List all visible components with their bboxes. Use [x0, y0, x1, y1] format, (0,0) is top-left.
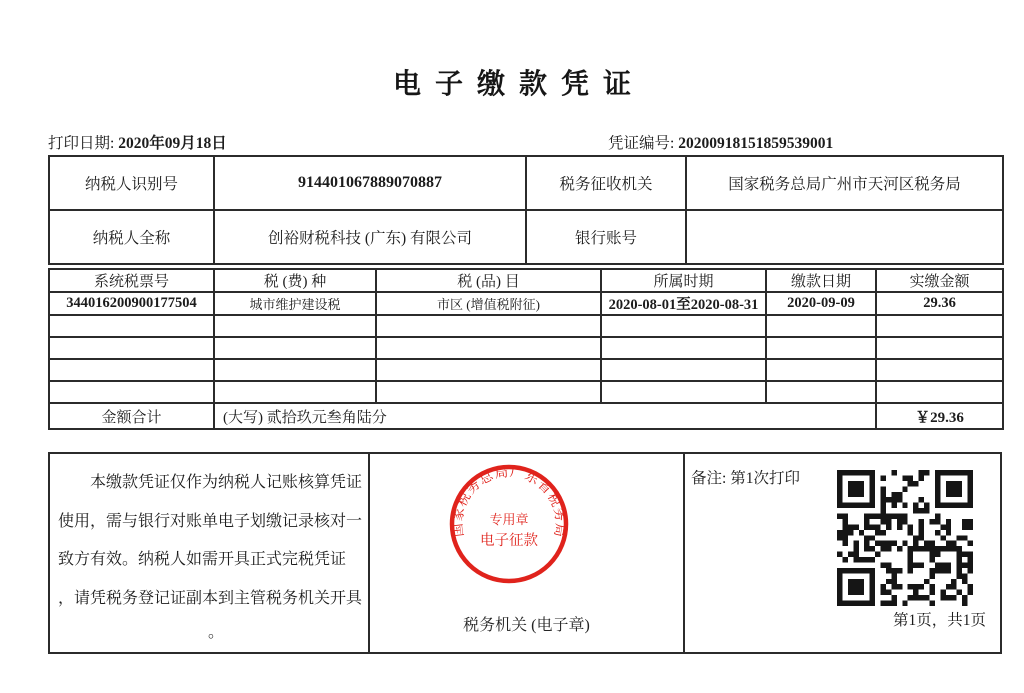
detail-cell: [601, 381, 766, 403]
table-row: [49, 210, 1003, 264]
detail-cell: [876, 381, 1003, 403]
voucher-number-label: 凭证编号:: [608, 135, 679, 152]
taxpayer-id-label: 纳税人识别号: [49, 156, 214, 210]
detail-cell: [376, 359, 601, 381]
detail-cell: 2020-08-01至2020-08-31: [601, 292, 766, 315]
detail-cell: [876, 315, 1003, 337]
header-paid-amount: 实缴金额: [876, 269, 1003, 292]
detail-header-row: [49, 269, 1003, 292]
voucher-number: [608, 131, 837, 157]
stamp-center-line2: 电子征款: [480, 533, 538, 549]
note-line: 致方有效。纳税人如需开具正式完税凭证: [58, 551, 347, 568]
detail-cell: [214, 381, 376, 403]
detail-cell: [214, 337, 376, 359]
detail-cell: 29.36: [876, 292, 1003, 315]
taxpayer-name-label: 纳税人全称: [49, 210, 214, 264]
note-line: 使用，需与银行对账单电子划缴记录核对一: [58, 512, 363, 530]
print-date-value: 2020年09月18日: [118, 135, 227, 152]
detail-cell: 344016200900177504: [49, 292, 214, 315]
header-tax-type: 税 (费) 种: [214, 269, 376, 292]
taxpayer-id-value: 914401067889070887: [214, 156, 526, 210]
tax-authority-value: 国家税务总局广州市天河区税务局: [686, 156, 1003, 210]
svg-text:国家税务总局广东省税务局: [450, 464, 569, 539]
detail-cell: [766, 381, 876, 403]
detail-cell: [49, 337, 214, 359]
header-tax-ticket-no: 系统税票号: [49, 269, 214, 292]
print-date-label: 打印日期:: [48, 135, 119, 152]
header-payment-date: 缴款日期: [766, 269, 876, 292]
taxpayer-info-table: [48, 155, 1004, 265]
remark-label: 备注:: [691, 470, 731, 487]
remark-value: 第1次打印: [730, 470, 800, 487]
detail-cell: 2020-09-09: [766, 292, 876, 315]
detail-cell: [49, 315, 214, 337]
detail-cell: [49, 381, 214, 403]
detail-cell: [214, 359, 376, 381]
print-date: [48, 131, 231, 157]
official-seal-icon: [447, 462, 571, 586]
detail-cell: [766, 359, 876, 381]
stamp-cell: [370, 454, 685, 652]
detail-cell: [376, 337, 601, 359]
table-row: [49, 292, 1003, 315]
voucher-number-value: 20200918151859539001: [678, 135, 834, 152]
note-line: ，请凭税务登记证副本到主管税务机关开具: [58, 589, 363, 607]
table-row: [49, 156, 1003, 210]
detail-cell: [601, 359, 766, 381]
total-row: [49, 403, 1003, 429]
detail-table-body: [49, 292, 1003, 403]
detail-cell: [601, 337, 766, 359]
remark: [691, 466, 800, 488]
detail-cell: [766, 337, 876, 359]
bank-account-value: [686, 210, 1003, 264]
stamp-center-line1: 专用章: [489, 512, 529, 527]
detail-cell: [214, 315, 376, 337]
table-row: [49, 337, 1003, 359]
total-label: 金额合计: [49, 403, 214, 429]
detail-cell: 城市维护建设税: [214, 292, 376, 315]
detail-cell: [376, 315, 601, 337]
detail-cell: [49, 359, 214, 381]
table-row: [49, 381, 1003, 403]
stamp-ring-text: 国家税务总局广东省税务局: [449, 464, 569, 539]
header-tax-item: 税 (品) 目: [376, 269, 601, 292]
detail-cell: [876, 337, 1003, 359]
meta-row: [48, 131, 1002, 155]
legal-note: [50, 454, 370, 652]
qr-code: [837, 470, 973, 606]
note-line: 本缴款凭证仅作为纳税人记账核算凭证: [90, 474, 363, 491]
tax-detail-table: [48, 268, 1004, 430]
remark-cell: [685, 454, 998, 652]
detail-cell: [766, 315, 876, 337]
total-amount: ￥29.36: [876, 403, 1003, 429]
table-row: [49, 359, 1003, 381]
tax-authority-label: 税务征收机关: [526, 156, 686, 210]
detail-cell: [376, 381, 601, 403]
footer-section: [48, 452, 1002, 654]
page-title: 电子缴款凭证: [392, 69, 645, 100]
detail-cell: [601, 315, 766, 337]
note-line: 。: [208, 624, 225, 641]
bank-account-label: 银行账号: [526, 210, 686, 264]
total-amount-in-words: (大写) 贰拾玖元叁角陆分: [214, 403, 876, 429]
stamp-caption: 税务机关 (电子章): [463, 617, 590, 634]
page-indicator: 第1页，共1页: [892, 612, 986, 629]
table-row: [49, 315, 1003, 337]
detail-cell: 市区 (增值税附征): [376, 292, 601, 315]
taxpayer-name-value: 创裕财税科技 (广东) 有限公司: [214, 210, 526, 264]
header-tax-period: 所属时期: [601, 269, 766, 292]
detail-cell: [876, 359, 1003, 381]
